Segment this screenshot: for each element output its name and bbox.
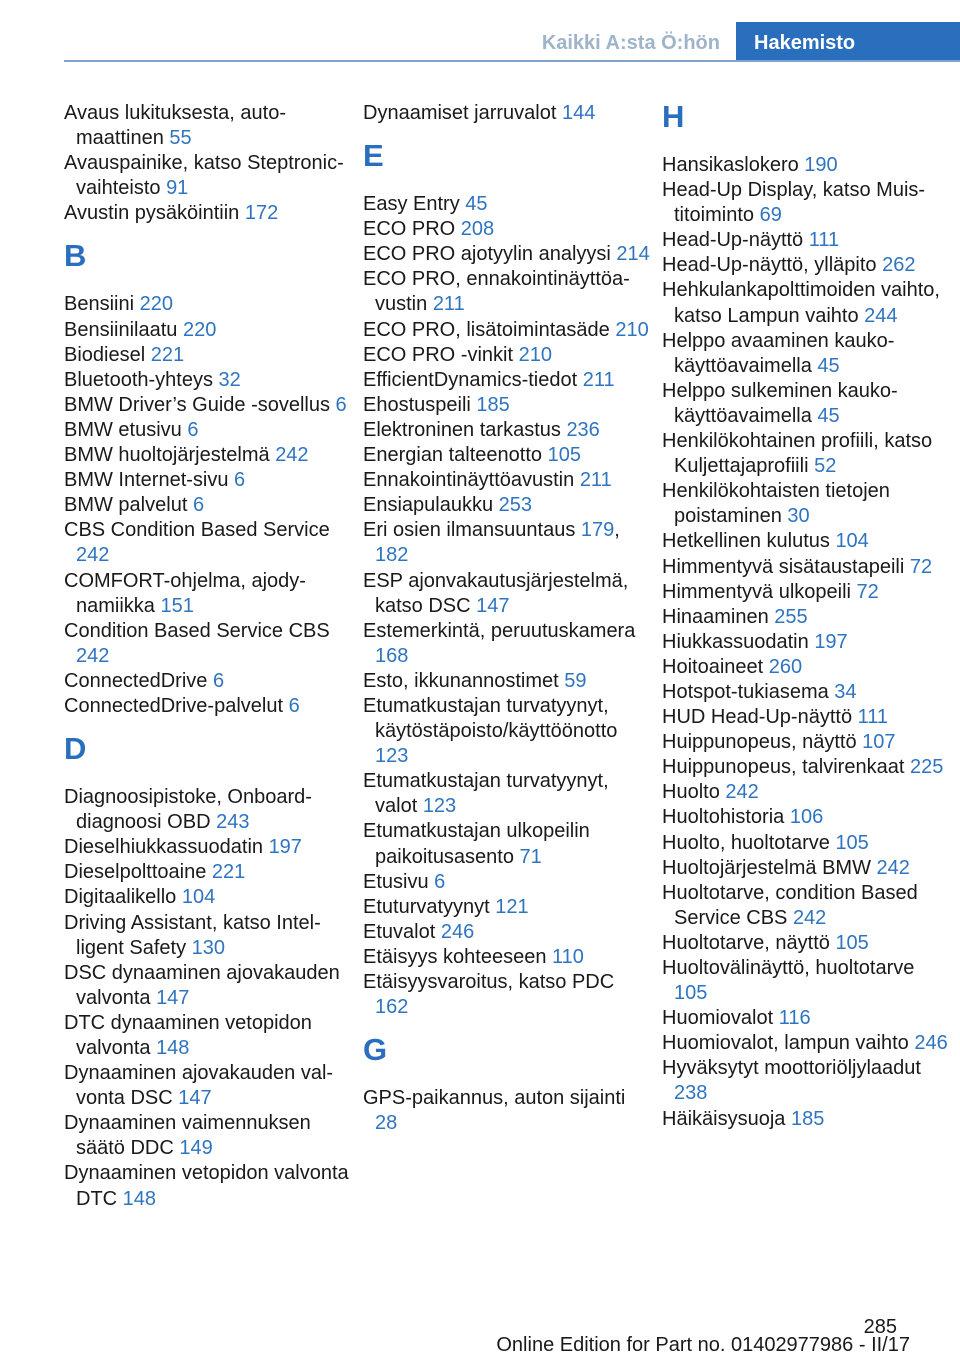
- index-entry: [64, 468, 354, 493]
- index-entry-text: HUD Head-Up-näyttö: [662, 706, 858, 729]
- index-entry: [64, 785, 354, 835]
- page-reference-link[interactable]: 111: [857, 706, 889, 729]
- index-entry-text: Etuvalot: [363, 920, 441, 943]
- index-entry: [662, 655, 952, 680]
- page-reference-link[interactable]: 242: [76, 644, 110, 667]
- index-entry: [363, 945, 653, 970]
- index-entry-text: Helppo sulkeminen kaukokäyttöavaimella: [662, 379, 898, 427]
- page-reference-link[interactable]: 197: [268, 836, 302, 859]
- page-reference-link[interactable]: 246: [440, 920, 475, 943]
- index-entry-text: Huolto, huoltotarve: [662, 831, 836, 854]
- index-entry-text: Head-Up-näyttö: [662, 229, 809, 252]
- page-reference-link[interactable]: 116: [778, 1007, 811, 1030]
- page-reference-link[interactable]: 144: [561, 102, 596, 124]
- index-letter-heading: H: [662, 99, 685, 134]
- page-reference-link[interactable]: 238: [674, 1082, 708, 1105]
- index-entry: [662, 805, 952, 830]
- index-entry: [363, 267, 653, 317]
- index-entry-text: Huomiovalot: [662, 1007, 779, 1030]
- index-entry-text: BMW Internet-sivu: [64, 469, 235, 492]
- index-entry: [363, 769, 653, 819]
- index-entry: [363, 242, 653, 267]
- index-entry: [363, 493, 653, 518]
- index-entry: [662, 278, 952, 328]
- page-reference-link[interactable]: 121: [495, 895, 529, 918]
- page-reference-link[interactable]: 211: [579, 469, 612, 492]
- page-reference-link[interactable]: 45: [817, 404, 840, 427]
- page-reference-link[interactable]: 246: [914, 1032, 948, 1055]
- index-entry-text: DTC dynaaminen vetopidon valvonta: [64, 1011, 312, 1059]
- index-entry-text: Easy Entry: [363, 193, 466, 216]
- index-entry-text: Huoltotarve, näyttö: [662, 931, 836, 954]
- index-entry: [363, 870, 653, 895]
- index-column-2: [363, 101, 653, 1136]
- index-entry: [662, 605, 952, 630]
- index-entry: [64, 694, 354, 719]
- page-reference-link[interactable]: 107: [862, 731, 896, 754]
- index-entry-text: Häikäisysuoja: [662, 1107, 791, 1130]
- index-entry: [363, 343, 653, 368]
- page-reference-link[interactable]: 6: [288, 694, 300, 717]
- index-entry: [662, 479, 952, 529]
- index-entry-text: Hoitoaineet: [662, 655, 769, 678]
- page-reference-link[interactable]: 45: [465, 193, 488, 216]
- index-entry: [64, 368, 354, 393]
- footer-edition: Online Edition for Part no. 01402977986 - II/17: [496, 1334, 910, 1356]
- index-entry: [662, 178, 952, 228]
- index-letter-heading: G: [363, 1032, 388, 1068]
- section-tab[interactable]: Kaikki A:sta Ö:hön: [526, 22, 736, 62]
- index-entry-text: GPS-paikannus, auton sijainti: [363, 1087, 626, 1110]
- index-entry: [662, 856, 952, 881]
- page-reference-link[interactable]: 6: [434, 870, 446, 893]
- page-reference-link[interactable]: 148: [122, 1187, 157, 1210]
- index-entry: [64, 569, 354, 619]
- index-entry-text: Hetkellinen kulutus: [662, 530, 836, 553]
- index-entry-text: Avaus lukituksesta, automaattinen: [64, 102, 286, 150]
- index-entry: [64, 1161, 354, 1211]
- index-entry-text: CBS Condition Based Service: [64, 519, 330, 542]
- index-entry-text: Dynaamiset jarruvalot: [363, 102, 562, 124]
- page-reference-link[interactable]: 236: [566, 418, 600, 441]
- index-entry: [662, 253, 952, 278]
- page-reference-link[interactable]: 6: [234, 469, 246, 492]
- index-entry-text: ConnectedDrive-palvelut: [64, 694, 289, 717]
- index-entry-text: Energian talteenotto: [363, 444, 548, 467]
- page-reference-link[interactable]: 111: [808, 229, 840, 252]
- index-entry: [64, 961, 354, 1011]
- page-reference-link[interactable]: 110: [552, 945, 584, 968]
- index-entry-text: Etäisyys kohteeseen: [363, 945, 552, 968]
- index-entry: [363, 619, 653, 669]
- index-entry: [662, 881, 952, 931]
- index-entry-text: Avauspainike, katso Steptronic-vaihteisto: [64, 152, 344, 200]
- index-entry-text: Bluetooth-yhteys: [64, 368, 219, 391]
- index-entry-text: Elektroninen tarkastus: [363, 418, 567, 441]
- index-entry: [64, 493, 354, 518]
- index-entry: [662, 580, 952, 605]
- index-entry-text: COMFORT-ohjelma, ajodynamiikka: [64, 569, 306, 617]
- index-entry-text: Etumatkustajan turvatyynyt, valot: [363, 770, 609, 818]
- page-reference-link[interactable]: 105: [547, 444, 581, 467]
- index-entry: [64, 318, 354, 343]
- page-reference-link[interactable]: 104: [181, 886, 216, 909]
- index-entry-text: Himmentyvä ulkopeili: [662, 580, 857, 603]
- page-reference-link[interactable]: 220: [139, 293, 173, 316]
- index-entry-text: Dieselpolttoaine: [64, 861, 212, 884]
- page-reference-link[interactable]: 147: [178, 1087, 212, 1110]
- index-entry-text: Dynaaminen ajovakauden valvonta DSC: [64, 1062, 334, 1110]
- index-entry-text: Dynaaminen vaimennuksen säätö DDC: [64, 1112, 311, 1160]
- index-entry: [64, 418, 354, 443]
- index-entry: [64, 885, 354, 910]
- page-reference-link[interactable]: 220: [182, 318, 217, 341]
- index-entry: [662, 755, 952, 780]
- page-reference-link[interactable]: 221: [150, 343, 185, 366]
- page-reference-link[interactable]: 242: [275, 444, 309, 467]
- index-entry: [662, 228, 952, 253]
- index-entry-text: ConnectedDrive: [64, 669, 213, 692]
- page-reference-link[interactable]: 168: [375, 644, 409, 667]
- index-entry-text: Henkilökohtainen profiili, katso Kuljettajaprofiili: [662, 430, 933, 478]
- index-entry: [363, 101, 653, 126]
- page-reference-link[interactable]: 6: [187, 418, 199, 441]
- page-reference-link[interactable]: 147: [476, 594, 510, 617]
- page-reference-link[interactable]: 6: [335, 393, 347, 416]
- page-reference-link[interactable]: 32: [218, 368, 241, 391]
- index-entry-text: Bensiini: [64, 293, 140, 316]
- index-entry-text: Dynaaminen vetopidon valvonta DTC: [64, 1162, 349, 1210]
- index-entry-text: Huippunopeus, talvirenkaat: [662, 756, 910, 779]
- index-entry-text: Diagnoosipistoke, Onboard-diagnoosi OBD: [64, 786, 312, 834]
- page-reference-link[interactable]: 69: [759, 204, 782, 227]
- page-reference-link[interactable]: 34: [834, 680, 857, 703]
- index-entry-text: Dieselhiukkassuodatin: [64, 836, 269, 859]
- index-tab-active[interactable]: Hakemisto: [736, 22, 960, 62]
- index-entry: [662, 705, 952, 730]
- page-reference-link[interactable]: 147: [156, 986, 190, 1009]
- page-reference-link[interactable]: 210: [518, 343, 552, 366]
- page-reference-link[interactable]: 214: [616, 243, 650, 266]
- index-entry-text: DSC dynaaminen ajovakauden valvonta: [64, 961, 340, 1009]
- index-entry: [363, 393, 653, 418]
- page-reference-link[interactable]: 210: [615, 318, 649, 341]
- page-reference-link[interactable]: 225: [909, 756, 944, 779]
- index-entry-text: Estemerkintä, peruutuskamera: [363, 619, 636, 642]
- page-reference-link[interactable]: 242: [876, 856, 910, 879]
- index-entry: [64, 292, 354, 317]
- page-reference-link[interactable]: 149: [179, 1137, 213, 1160]
- page-reference-link[interactable]: 185: [790, 1107, 825, 1130]
- page-reference-link[interactable]: 123: [375, 745, 409, 768]
- index-entry-text: ECO PRO, lisätoimintasäde: [363, 318, 616, 341]
- index-column-1: [64, 101, 354, 1212]
- page-reference-link[interactable]: 30: [787, 505, 810, 528]
- index-entry: [662, 1107, 952, 1132]
- index-entry-text: Huippunopeus, näyttö: [662, 731, 863, 754]
- page-reference-link[interactable]: 243: [216, 811, 250, 834]
- index-entry: [662, 730, 952, 755]
- page-reference-link[interactable]: 182: [375, 544, 409, 567]
- page-reference-link[interactable]: 255: [774, 605, 808, 628]
- index-entry-text: BMW palvelut: [64, 494, 193, 517]
- index-entry: [662, 931, 952, 956]
- index-entry-text: Avustin pysäköintiin: [64, 202, 245, 225]
- page-reference-link[interactable]: 260: [768, 655, 803, 678]
- page-reference-link[interactable]: 242: [76, 544, 110, 567]
- index-entry-text: Huoltotarve, condition Based Service CBS: [662, 881, 918, 929]
- page-reference-link[interactable]: 6: [212, 669, 225, 692]
- index-entry: [64, 201, 354, 226]
- index-entry: [64, 443, 354, 468]
- index-entry-text: Hyväksytyt moottoriöljylaadut: [662, 1057, 921, 1080]
- page-reference-link[interactable]: 162: [375, 996, 409, 1019]
- index-entry-text: Ennakointinäyttöavustin: [363, 469, 580, 492]
- index-entry-text: Huoltojärjestelmä BMW: [662, 856, 877, 879]
- index-entry: [64, 518, 354, 568]
- page-reference-link[interactable]: 55: [169, 127, 192, 150]
- page-reference-link[interactable]: 151: [160, 594, 194, 617]
- page-reference-link[interactable]: 211: [432, 293, 465, 316]
- page-number: 285: [863, 1316, 897, 1338]
- index-entry: [662, 329, 952, 379]
- index-entry-text: Eri osien ilmansuuntaus: [363, 519, 581, 542]
- page-reference-link[interactable]: 253: [498, 494, 533, 517]
- page-reference-link[interactable]: 59: [564, 669, 587, 692]
- index-entry-text: Esto, ikkunannostimet: [363, 669, 565, 692]
- page-reference-link[interactable]: 72: [856, 580, 879, 603]
- index-entry-text: Head-Up-näyttö, ylläpito: [662, 254, 883, 277]
- index-entry: [363, 694, 653, 769]
- index-entry: [64, 669, 354, 694]
- index-entry: [64, 911, 354, 961]
- index-entry-text: Helppo avaaminen kaukokäyttöavaimella: [662, 329, 895, 377]
- index-entry: [363, 443, 653, 468]
- index-entry: [64, 1111, 354, 1161]
- index-entry: [662, 680, 952, 705]
- index-entry: [363, 569, 653, 619]
- index-entry: [363, 970, 653, 1020]
- index-entry-text: Head-Up Display, katso Muistitoiminto: [662, 179, 926, 227]
- index-column-3: [662, 101, 952, 1132]
- index-entry-text: Digitaalikello: [64, 886, 182, 909]
- index-entry-text: ECO PRO: [363, 218, 461, 241]
- index-entry: [363, 217, 653, 242]
- page-reference-link[interactable]: 221: [211, 861, 246, 884]
- index-entry-text: Bensiinilaatu: [64, 318, 183, 341]
- index-entry: [662, 153, 952, 178]
- index-entry: [363, 895, 653, 920]
- index-entry-text: ESP ajonvakautusjärjestelmä, katso DSC: [363, 569, 629, 617]
- page-reference-link[interactable]: 185: [476, 393, 510, 416]
- page-reference-link[interactable]: 130: [191, 936, 225, 959]
- index-entry-text: Hehkulankapolttimoiden vaihto, katso Lampun vaihto: [662, 279, 940, 327]
- index-entry: [662, 379, 952, 429]
- page-reference-link[interactable]: 6: [192, 494, 205, 517]
- index-entry-text: Etusivu: [363, 870, 435, 893]
- page-reference-link[interactable]: 197: [814, 630, 848, 653]
- index-entry: [64, 101, 354, 151]
- index-entry: [363, 318, 653, 343]
- index-entry-text: Biodiesel: [64, 343, 151, 366]
- index-entry-text: Ehostuspeili: [363, 393, 477, 416]
- index-entry: [662, 529, 952, 554]
- index-entry: [662, 1031, 952, 1056]
- index-entry: [662, 956, 952, 1006]
- index-entry-text: Henkilökohtaisten tietojen poistaminen: [662, 480, 890, 528]
- index-entry-text: Hinaaminen: [662, 605, 775, 628]
- index-entry: [363, 368, 653, 393]
- page-reference-link[interactable]: 242: [792, 906, 827, 929]
- index-entry-text: Huomiovalot, lampun vaihto: [662, 1032, 915, 1055]
- index-entry: [64, 151, 354, 201]
- page-reference-link[interactable]: 72: [909, 555, 933, 578]
- page-reference-link[interactable]: 244: [864, 304, 898, 327]
- index-entry: [363, 669, 653, 694]
- page-reference-link[interactable]: 71: [519, 845, 542, 868]
- index-entry: [363, 819, 653, 869]
- index-entry-text: ECO PRO, ennakointinäyttöavustin: [363, 268, 630, 316]
- header-divider: [64, 60, 960, 62]
- page-reference-link[interactable]: 190: [804, 154, 838, 176]
- index-entry: [363, 518, 653, 568]
- index-entry: [662, 429, 952, 479]
- index-entry: [64, 619, 354, 669]
- index-entry-text: Huoltohistoria: [662, 806, 790, 829]
- index-entry-text: Huolto: [662, 781, 726, 804]
- page-reference-link[interactable]: 179: [580, 519, 615, 542]
- index-entry-text: Condition Based Service CBS: [64, 619, 330, 642]
- page-reference-link[interactable]: 208: [460, 218, 495, 241]
- index-entry: [64, 393, 354, 418]
- index-entry: [662, 555, 952, 580]
- index-entry-text: ECO PRO -vinkit: [363, 343, 519, 366]
- index-entry-text: Hansikaslokero: [662, 154, 805, 176]
- index-entry: [662, 1006, 952, 1031]
- page-reference-link[interactable]: 106: [789, 806, 824, 829]
- index-entry: [363, 468, 653, 493]
- index-entry: [64, 860, 354, 885]
- index-entry-text: Etumatkustajan ulkopeilin paikoitusasento: [363, 820, 590, 868]
- index-entry: [662, 831, 952, 856]
- page-reference-link[interactable]: 104: [835, 530, 869, 553]
- index-entry-text: Etumatkustajan turvatyynyt, käytöstäpoisto/käyttöönotto: [363, 694, 618, 743]
- index-entry: [64, 1061, 354, 1111]
- page-reference-link[interactable]: 148: [156, 1037, 190, 1059]
- index-entry: [363, 192, 653, 217]
- index-entry: [363, 418, 653, 443]
- page-reference-link[interactable]: 211: [582, 368, 615, 391]
- page-reference-link[interactable]: 28: [375, 1112, 398, 1135]
- index-entry-text: Hotspot-tukiasema: [662, 680, 835, 703]
- index-letter-heading: D: [64, 731, 87, 767]
- page-reference-link[interactable]: 242: [725, 781, 759, 804]
- index-entry: [363, 920, 653, 945]
- index-entry-text: EfficientDynamics-tiedot: [363, 368, 583, 391]
- page-ref-separator: ,: [614, 519, 620, 542]
- index-entry: [64, 835, 354, 860]
- index-entry: [662, 630, 952, 655]
- index-entry-text: Etäisyysvaroitus, katso PDC: [363, 971, 615, 993]
- index-entry-text: BMW etusivu: [64, 418, 188, 441]
- index-entry: [64, 1011, 354, 1061]
- index-entry-text: BMW huoltojärjestelmä: [64, 444, 276, 467]
- index-entry: [662, 1056, 952, 1106]
- page-reference-link[interactable]: 172: [244, 202, 279, 225]
- page-reference-link[interactable]: 262: [882, 254, 916, 277]
- page-reference-link[interactable]: 91: [166, 177, 189, 200]
- index-entry: [662, 780, 952, 805]
- index-letter-heading: B: [64, 238, 87, 274]
- index-entry-text: Himmentyvä sisätaustapeili: [662, 555, 910, 578]
- page-reference-link[interactable]: 45: [817, 354, 840, 377]
- header-tabs: [526, 22, 960, 62]
- page-reference-link[interactable]: 123: [422, 795, 457, 818]
- index-entry-text: ECO PRO ajotyylin analyysi: [363, 243, 617, 266]
- page-reference-link[interactable]: 105: [835, 831, 869, 854]
- index-entry-text: Ensiapulaukku: [363, 494, 499, 517]
- page-reference-link[interactable]: 105: [835, 931, 869, 954]
- index-entry-text: Driving Assistant, katso Intelligent Safety: [64, 911, 321, 959]
- index-letter-heading: E: [363, 138, 384, 174]
- index-entry: [64, 343, 354, 368]
- index-entry-text: Etuturvatyynyt: [363, 895, 496, 918]
- page-reference-link[interactable]: 52: [814, 455, 837, 478]
- index-entry: [363, 1086, 653, 1136]
- index-entry-text: Hiukkassuodatin: [662, 630, 815, 653]
- index-entry-text: BMW Driver’s Guide -sovellus: [64, 393, 336, 416]
- page-reference-link[interactable]: 105: [674, 982, 708, 1005]
- index-entry-text: Huoltovälinäyttö, huoltotarve: [662, 957, 915, 979]
